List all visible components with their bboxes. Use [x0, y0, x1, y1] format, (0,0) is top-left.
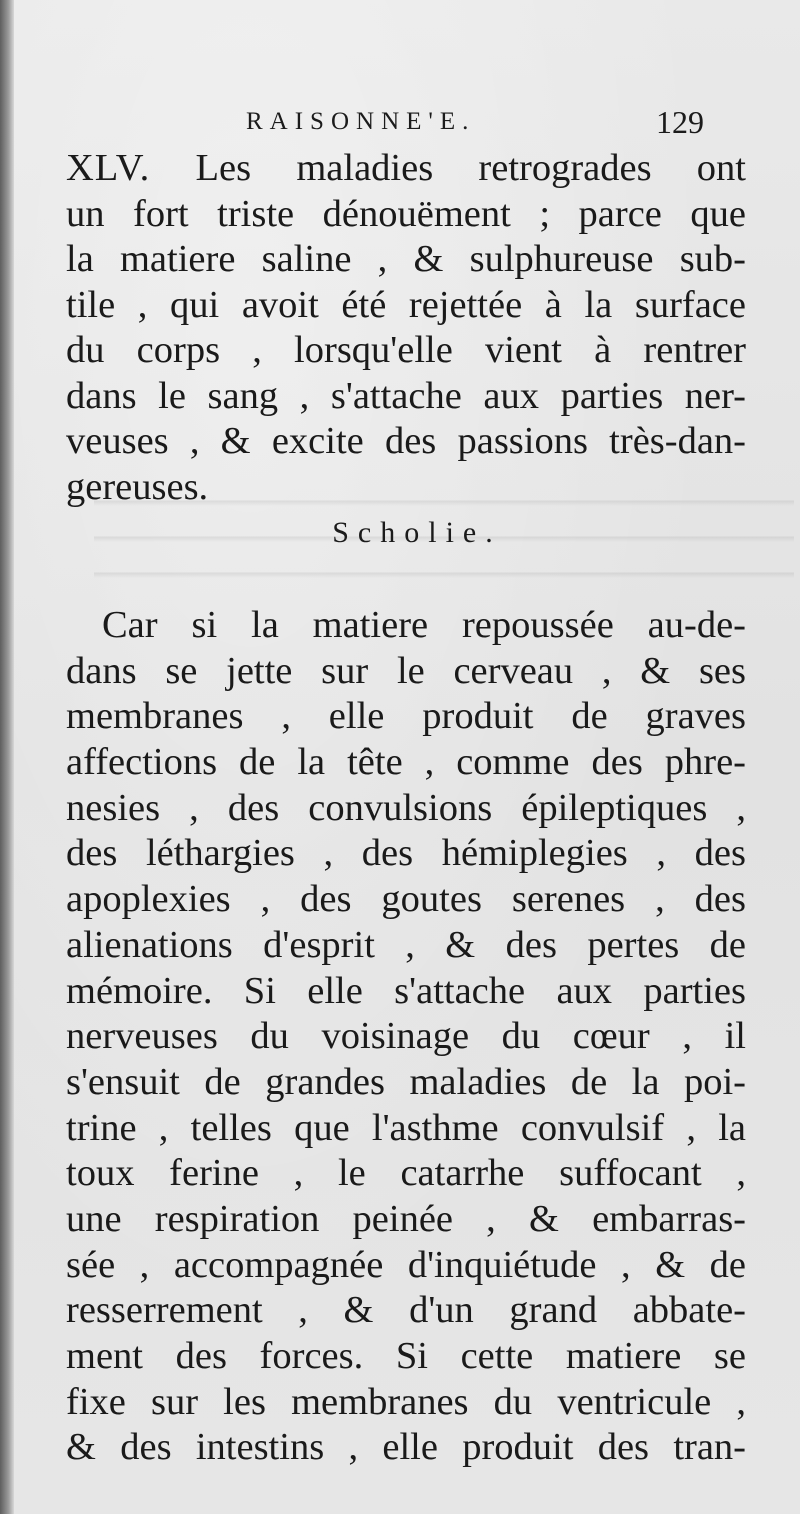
article-line-text: Les maladies retrogrades ont [195, 147, 746, 189]
article-line: dans le sang , s'attache aux parties ner- [66, 374, 746, 417]
article-line [66, 146, 746, 192]
scholie-line: sée , accompagnée d'inquiétude , & de [66, 1243, 746, 1286]
article-line: la matiere saline , & sulphureuse sub- [66, 238, 746, 280]
scholie-line: & des intestins , elle produit des tran- [66, 1426, 746, 1469]
article-line: tile , qui avoit été rejettée à la surface [66, 283, 746, 326]
page-number: 129 [656, 104, 704, 140]
scholie-line: apoplexies , des goutes serenes , des [66, 878, 746, 921]
scholie-line: dans se jette sur le cerveau , & ses [66, 649, 746, 692]
running-head-title: RAISONNE'E. [246, 108, 476, 135]
scholie-line: toux ferine , le catarrhe suffocant , [66, 1152, 746, 1195]
scholie-line: affections de la tête , comme des phre- [66, 741, 746, 784]
article-line: du corps , lorsqu'elle vient à rentrer [66, 329, 746, 371]
article-xlv [66, 146, 746, 510]
scholie-line: une respiration peinée , & embarras- [66, 1197, 746, 1240]
scholie-line: trine , telles que l'asthme convulsif , la [66, 1106, 746, 1149]
scholie-line: membranes , elle produit de graves [66, 695, 746, 738]
scholie-line: resserrement , & d'un grand abbate- [66, 1289, 746, 1332]
scholie-line: fixe sur les membranes du ventricule , [66, 1380, 746, 1423]
article-line: veuses , & excite des passions très-dan- [66, 420, 746, 462]
scholie-line: nesies , des convulsions épileptiques , [66, 786, 746, 829]
scholie-line: Car si la matiere repoussée au-de- [102, 604, 746, 646]
scholie-line: mémoire. Si elle s'attache aux parties [66, 969, 746, 1012]
article-number: XLV. [66, 147, 151, 189]
book-page [14, 0, 800, 1514]
running-head [14, 104, 800, 148]
scholie-line: alienations d'esprit , & des pertes de [66, 923, 746, 966]
scholie-line: ment des forces. Si cette matiere se [66, 1335, 746, 1377]
scholie-heading: Scholie. [332, 516, 502, 549]
scholie-body [66, 603, 746, 1471]
scholie-line: des léthargies , des hémiplegies , des [66, 832, 746, 875]
scholie-line: nerveuses du voisinage du cœur , il [66, 1015, 746, 1058]
book-gutter-edge [0, 0, 14, 1514]
article-line: gereuses. [66, 465, 209, 508]
article-line: un fort triste dénouëment ; parce que [66, 192, 746, 235]
scholie-line: s'ensuit de grandes maladies de la poi- [66, 1060, 746, 1103]
